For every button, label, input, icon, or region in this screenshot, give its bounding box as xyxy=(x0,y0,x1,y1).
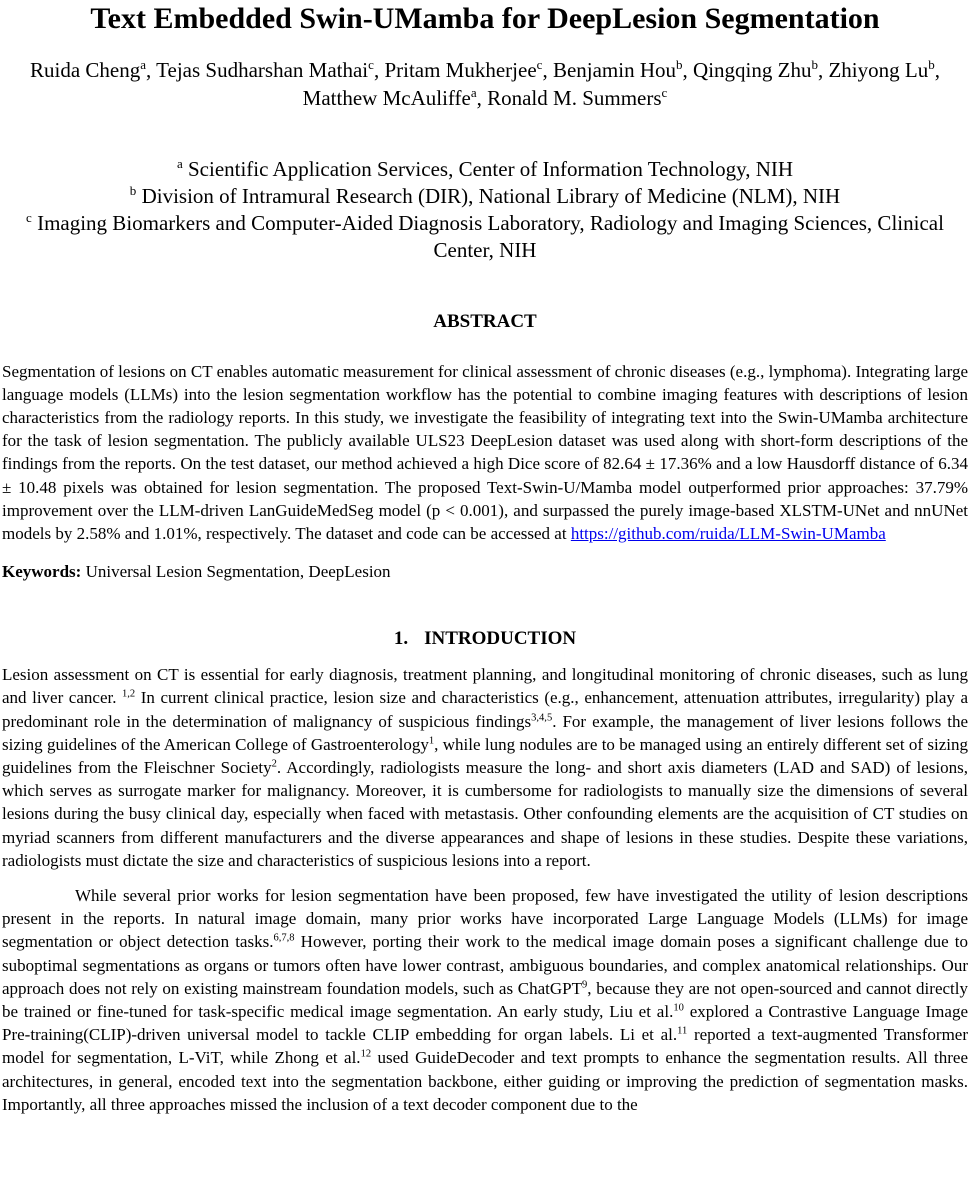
paper-title: Text Embedded Swin-UMamba for DeepLesion Segmentation xyxy=(90,2,880,35)
superscript-marker: 9 xyxy=(581,979,588,991)
text-run: , Tejas Sudharshan Mathai xyxy=(146,57,369,82)
affiliation-c xyxy=(2,210,968,264)
section-heading-introduction xyxy=(2,628,968,649)
superscript-marker: b xyxy=(811,56,818,72)
keywords-text: Universal Lesion Segmentation, DeepLesion xyxy=(81,562,391,582)
text-run: , because they are not open-sourced and cannot directly be trained or fine-tuned for task-specific medical image segmentation. An early study, Liu et al. xyxy=(2,978,968,1022)
text-run: . Accordingly, radiologists measure the long- and short axis diameters (LAD and SAD) of lesions, which serves as surrogate marker for malignancy. Moreover, it is cumbersome for radiologists to manually size the dimensions of several lesions during the busy clinical day, especially when faced with metastasis. Other confounding elements are the acquisition of CT studies on myriad scanners from different manufacturers and the diverse appearances and shape of lesions in these studies. Despite these variations, radiologists must dictate the size and characteristics of suspicious lesions into a report. xyxy=(2,758,968,870)
text-run: Division of Intramural Research (DIR), National Library of Medicine (NLM), NIH xyxy=(136,183,841,208)
abstract-text xyxy=(2,360,968,546)
superscript-marker: a xyxy=(140,56,147,72)
section-title: INTRODUCTION xyxy=(424,628,577,650)
abstract-heading: ABSTRACT xyxy=(433,310,537,332)
intro-paragraph-2 xyxy=(2,884,968,1116)
text-run: In current clinical practice, lesion size and characteristics (e.g., enhancement, attenuation attributes, irregularity) play a predominant role in the determination of malignancy of suspicious findings xyxy=(2,688,968,731)
text-run: Segmentation of lesions on CT enables automatic measurement for clinical assessment of chronic diseases (e.g., lymphoma). Integrating large language models (LLMs) into the lesion segmentation workflow has the potential to combine imaging features with descriptions of lesion characteristics from the radiology reports. In this study, we investigate the feasibility of integrating text into the Swin-UMamba architecture for the task of lesion segmentation. The publicly available ULS23 DeepLesion dataset was used along with short-form descriptions of the findings from the reports. On the test dataset, our method achieved a high Dice score of 82.64 ± 17.36% and a low Hausdorff distance of 6.34 ± 10.48 pixels was obtained for lesion segmentation. The proposed Text-Swin-U/Mamba model outperformed prior approaches: 37.79% improvement over the LLM-driven LanGuideMedSeg model (p < 0.001), and surpassed the purely image-based XLSTM-UNet and nnUNet models by 2.58% and 1.01%, respectively. The dataset and code can be accessed at xyxy=(2,361,968,544)
text-run: Lesion assessment on CT is essential for early diagnosis, treatment planning, and longitudinal monitoring of chronic diseases, such as lung and liver cancer. xyxy=(2,665,968,708)
superscript-marker: 10 xyxy=(673,1002,684,1014)
text-run: Scientific Application Services, Center of Information Technology, NIH xyxy=(182,156,794,181)
text-run: Ruida Cheng xyxy=(30,57,141,82)
superscript-marker: 1,2 xyxy=(122,688,136,700)
superscript-marker: b xyxy=(676,56,683,72)
superscript-marker: 2 xyxy=(271,758,277,770)
text-run: reported a text-augmented Transformer model for segmentation, L-ViT, while Zhong et al. xyxy=(2,1025,968,1068)
text-run: However, porting their work to the medical image domain poses a significant challenge due to suboptimal segmentations as organs or tumors often have lower contrast, ambiguous boundaries, and complex anatomical relationships. Our approach does not rely on existing mainstream foundation models, such as ChatGPT xyxy=(2,932,968,998)
superscript-marker: a xyxy=(470,84,477,100)
text-run: , while lung nodules are to be managed using an entirely different set of sizing guidelines from the Fleischner Society xyxy=(2,734,968,778)
superscript-marker: 3,4,5 xyxy=(531,711,553,723)
superscript-marker: b xyxy=(129,182,137,198)
github-repo-link[interactable]: https://github.com/ruida/LLM-Swin-UMamba xyxy=(570,524,886,544)
superscript-marker: a xyxy=(176,155,183,171)
superscript-marker: 11 xyxy=(677,1025,688,1037)
text-run: While several prior works for lesion segmentation have been proposed, few have investigated the utility of lesion descriptions present in the reports. In natural image domain, many prior works have incorporated Large Language Models (LLMs) for image segmentation or object detection tasks. xyxy=(2,886,968,952)
keywords-line xyxy=(2,560,968,583)
text-run: , Pritam Mukherjee xyxy=(373,57,537,82)
intro-paragraph-1 xyxy=(2,663,968,872)
keywords-label: Keywords: xyxy=(2,562,82,582)
text-run: , Zhiyong Lu xyxy=(817,57,929,82)
text-run: , Ronald M. Summers xyxy=(476,85,662,110)
author-list xyxy=(2,56,968,112)
affiliation-list xyxy=(2,156,968,264)
text-run: , Matthew McAuliffe xyxy=(302,57,940,110)
affiliation-a xyxy=(2,156,968,183)
section-number: 1. xyxy=(393,628,409,650)
text-run: explored a Contrastive Language Image Pre-training(CLIP)-driven universal model to tackle CLIP embedding for organ labels. Li et al. xyxy=(2,1002,968,1045)
text-run: Imaging Biomarkers and Computer-Aided Diagnosis Laboratory, Radiology and Imaging Sciences, Clinical Center, NIH xyxy=(31,210,944,262)
superscript-marker: c xyxy=(536,56,543,72)
superscript-marker: c xyxy=(661,84,668,100)
text-run: , Benjamin Hou xyxy=(542,57,677,82)
superscript-marker: c xyxy=(26,209,32,225)
text-run: . For example, the management of liver lesions follows the sizing guidelines of the American College of Gastroenterology xyxy=(2,711,969,754)
superscript-marker: 6,7,8 xyxy=(273,932,295,944)
superscript-marker: 12 xyxy=(360,1048,372,1060)
text-run: , Qingqing Zhu xyxy=(682,57,812,82)
text-run: used GuideDecoder and text prompts to enhance the segmentation results. All three architectures, in general, encoded text into the segmentation backbone, either guiding or improving the prediction of segmentation masks. Importantly, all three approaches missed the inclusion of a text decoder component due to the xyxy=(2,1048,968,1114)
affiliation-b xyxy=(2,183,968,210)
superscript-marker: c xyxy=(368,56,374,72)
superscript-marker: 1 xyxy=(428,735,435,747)
superscript-marker: b xyxy=(928,56,935,72)
